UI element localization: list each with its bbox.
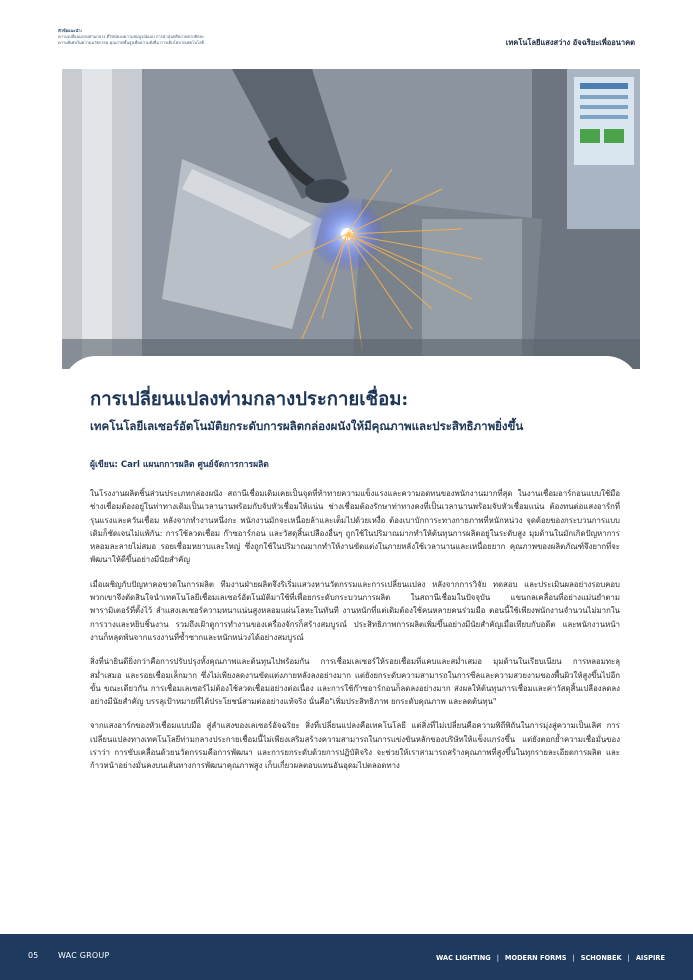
article-paragraph-4: จากแสงอาร์กของหัวเชื่อมแบบมือ สู่ลำแสงของเลเซอร์อัจฉริยะ สิ่งที่เปลี่ยนแปลงคือเทคโนโลยี แต่สิ่งที่ไม่เปลี่ยนคือความพิถีพิถันในการมุ่งสู่ความเป็นเลิศ การเปลี่ยนแปลงทางเทคโนโลยีท่ามกลางประกายเชื่อมนี้ไม่เพียงเสริมสร้างความสามารถในการแข่งขันหลักของบริษัทให้แข็งแกร่งขึ้น แต่ยังตอกย้ำความเชื่อมั่นของเราว่า การขับเคลื่อนด้วยนวัตกรรมคือการพัฒนา และการยกระดับด้วยการปฏิบัติจริง จะช่วยให้เราสามารถสร้างคุณภาพที่สูงขึ้นในทุกรายละเอียดการผลิต และก้าวหน้าอย่างมั่นคงบนเส้นทางการพัฒนาคุณภาพสูง เก็บเกี่ยวผลตอบแทนอันอุดมไปตลอดทาง <box>90 721 620 771</box>
header-topics <box>58 28 308 46</box>
brand-modern-forms: MODERN FORMS <box>504 954 567 962</box>
article-paragraph-3: สิ่งที่น่ายินดียิ่งกว่าคือการปรับปรุงทั้งคุณภาพและต้นทุนไปพร้อมกัน การเชื่อมเลเซอร์ให้รอยเชื่อมที่แคบและสม่ำเสมอ มุมด้านในเรียบเนียน การหลอมทะลุสม่ำเสมอ และรอยเชื่อมเล็กมาก ซึ่งไม่เพียงลดงานขัดแต่งภายหลังลงอย่างมาก แต่ยังยกระดับความสามารถในการซีลและความสวยงามของพื้นผิวให้สูงขึ้นไปอีกขั้น ขณะเดียวกัน การเชื่อมเลเซอร์ไม่ต้องใช้ลวดเชื่อมอย่างต่อเนื่อง และการใช้ก๊าซอาร์กอนก็ลดลงอย่างมาก ส่งผลให้ต้นทุนการเชื่อมและค่าวัสดุสิ้นเปลืองลดลงอย่างมีนัยสำคัญ บรรลุเป้าหมายที่ได้ประโยชน์สามต่ออย่างแท้จริง นั่นคือ"เพิ่มประสิทธิภาพ ยกระดับคุณภาพ และลดต้นทุน" <box>90 657 620 707</box>
brand-wac-lighting: WAC LIGHTING <box>436 954 491 962</box>
laser-welding-illustration <box>62 69 640 369</box>
brand-separator: | <box>572 954 575 962</box>
brand-separator: | <box>627 954 630 962</box>
article-paragraph-1: ในโรงงานผลิตชิ้นส่วนประเภทกล่องผนัง สถานีเชื่อมเดิมเคยเป็นจุดที่ท้าทายความแข็งแรงและความอดทนของพนักงานมากที่สุด ในงานเชื่อมอาร์กอนแบบใช้มือ ช่างเชื่อมต้องอยู่ในท่าทางเดิมเป็นเวลานานพร้อมกับจับหัวเชื่อมให้แน่น ช่างเชื่อมต้องรักษาท่าทางคงที่เป็นเวลานานพร้อมจับหัวเชื่อมแน่น ต้องทนต่อแสงอาร์กที่รุนแรงและควันเชื่อม หลังจากทำงานหนึ่งกะ พนักงานมักจะเหนื่อยล้าและเต็มไปด้วยเหงื่อ ต้องเบาบักการะทางกายภาพที่หนักหน่วง จุดด้อยของกระบวนการแบบเดิมก็ชัดเจนไม่แพ้กัน: การใช้ลวดเชื่อม ก๊าซอาร์กอน และวัสดุสิ้นเปลืองอื่นๆ ถูกใช้ในปริมาณมากทำให้ต้นทุนการผลิตอยู่ในระดับสูง มุมด้านในมักเกิดปัญหาการหลอมละลายไม่สมอ รอยเชื่อมหยาบและใหญ่ ซึ่งถูกใช้ในปริมาณมากทำให้งานขัดแต่งในภายหลังใช้เวลานานและเหนื่อยยาก คุณภาพของผลิตภัณฑ์จึงยากที่จะพัฒนาให้ดีขึ้นอย่างมีนัยสำคัญ <box>90 489 620 565</box>
article-author: ผู้เขียน: Carl แผนกการผลิต ศูนย์จัดการการผลิต <box>90 460 269 470</box>
header-topics-label: หัวข้อแนะนำ: <box>58 28 83 33</box>
group-name: WAC GROUP <box>58 951 110 960</box>
brand-list <box>436 954 665 962</box>
page-footer <box>0 934 693 980</box>
brand-schonbek: SCHONBEK <box>580 954 622 962</box>
header-topics-line-2: ความพิเศษในความนวัตกรรม คุณภาพชั้นสูงเพื่อความยั่งยืน การเติบโตจากเทคโนโลยี <box>58 40 204 45</box>
page-number: 05 <box>28 951 39 960</box>
article-body <box>90 487 620 784</box>
article-subtitle: เทคโนโลยีเลเซอร์อัตโนมัติยกระดับการผลิตกล่องผนังให้มีคุณภาพและประสิทธิภาพยิ่งขึ้น <box>90 419 524 433</box>
header-section-title: เทคโนโลยีแสงสว่าง อัจฉริยะเพื่ออนาคต <box>505 38 635 47</box>
article-paragraph-2: เมื่อเผชิญกับปัญหาคอขวดในการผลิต ทีมงานฝ่ายผลิตจึงริเริ่มแสวงหานวัตกรรมและการเปลี่ยนแปลง หลังจากการวิจัย ทดสอบ และประเมินผลอย่างรอบคอบ พวกเขาจึงตัดสินใจนำเทคโนโลยีเชื่อมเลเซอร์อัตโนมัติมาใช้ที่เพื่อยกระดับกระบวนการผลิต ในสถานีเชื่อมในปัจจุบัน แขนกลเคลื่อนที่อย่างแม่นยำตามพารามิเตอร์ที่ตั้งไว้ ลำแสงเลเซอร์ความหนาแน่นสูงหลอมแผ่นโลหะในทันที งานหนักที่แต่เดิมต้องใช้คนหลายคนร่วมมือ ตอนนี้ใช้เพียงพนักงานจำนวนไม่มากในการวางและหยิบชิ้นงาน รวมถึงเฝ้าดูการทำงานของเครื่องจักรก็สร้างสมบูรณ์ ประสิทธิภาพการผลิตเพิ่มขึ้นอย่างมีนัยสำคัญเมื่อเทียบกับอดีต และพนักงานหน้างานก็หลุดพ้นจากแรงงานที่ซ้ำซากและหนักหน่วงได้อย่างสมบูรณ์ <box>90 579 620 642</box>
hero-photo-laser-welding <box>62 69 640 369</box>
header-topics-line-1: ความเปลี่ยนแปลงท่ามกลาง ดีไซน์ของความสมบูรณ์แบบ การนำสุนทรียภาพจากศิลปะ <box>58 34 205 39</box>
brand-aispire: AISPIRE <box>635 954 665 962</box>
article-title: การเปลี่ยนแปลงท่ามกลางประกายเชื่อม: <box>90 389 409 410</box>
brand-separator: | <box>496 954 499 962</box>
